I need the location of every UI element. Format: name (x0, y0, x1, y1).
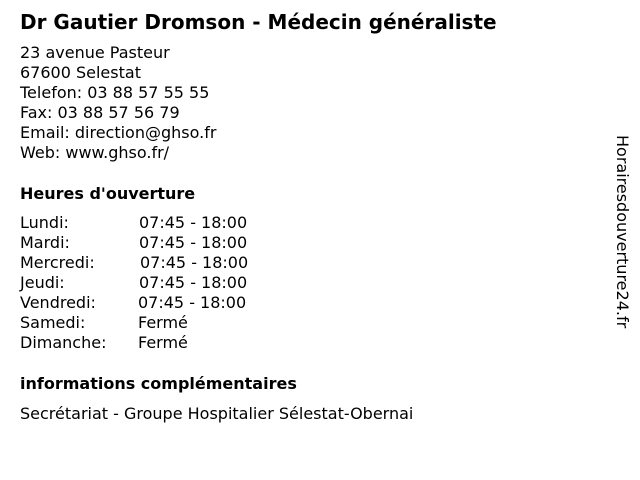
time-value: 07:45 - 18:00 (139, 213, 248, 232)
contact-block (20, 43, 216, 163)
hours-row-wednesday (20, 253, 320, 273)
day-label: Dimanche: (20, 333, 107, 352)
hours-row-tuesday (20, 233, 320, 253)
hours-row-thursday (20, 273, 320, 293)
hours-row-saturday (20, 313, 320, 333)
time-value: 07:45 - 18:00 (139, 273, 248, 292)
day-label: Samedi: (20, 313, 86, 332)
day-label: Mardi: (20, 233, 70, 252)
page-title: Dr Gautier Dromson - Médecin généraliste (20, 10, 497, 34)
additional-info-text: Secrétariat - Groupe Hospitalier Sélestat-Obernai (20, 404, 414, 423)
day-label: Lundi: (20, 213, 69, 232)
address-city: 67600 Selestat (20, 63, 141, 82)
phone-number[interactable]: Telefon: 03 88 57 55 55 (20, 83, 210, 102)
watermark-text: Horairesdouverture24.fr (613, 135, 632, 329)
fax-number: Fax: 03 88 57 56 79 (20, 103, 180, 122)
additional-info-heading: informations complémentaires (20, 374, 297, 393)
hours-row-sunday (20, 333, 320, 353)
time-value: Fermé (138, 313, 188, 332)
hours-row-friday (20, 293, 320, 313)
time-value: 07:45 - 18:00 (139, 233, 248, 252)
time-value: 07:45 - 18:00 (140, 253, 249, 272)
email-address[interactable]: Email: direction@ghso.fr (20, 123, 217, 142)
website-link[interactable]: Web: www.ghso.fr/ (20, 143, 170, 162)
hours-row-monday (20, 213, 320, 233)
opening-hours-heading: Heures d'ouverture (20, 184, 196, 203)
day-label: Jeudi: (20, 273, 65, 292)
watermark (610, 135, 634, 370)
address-street: 23 avenue Pasteur (20, 43, 170, 62)
day-label: Mercredi: (20, 253, 95, 272)
time-value: 07:45 - 18:00 (138, 293, 247, 312)
opening-hours-table (20, 213, 320, 353)
day-label: Vendredi: (20, 293, 96, 312)
time-value: Fermé (138, 333, 188, 352)
